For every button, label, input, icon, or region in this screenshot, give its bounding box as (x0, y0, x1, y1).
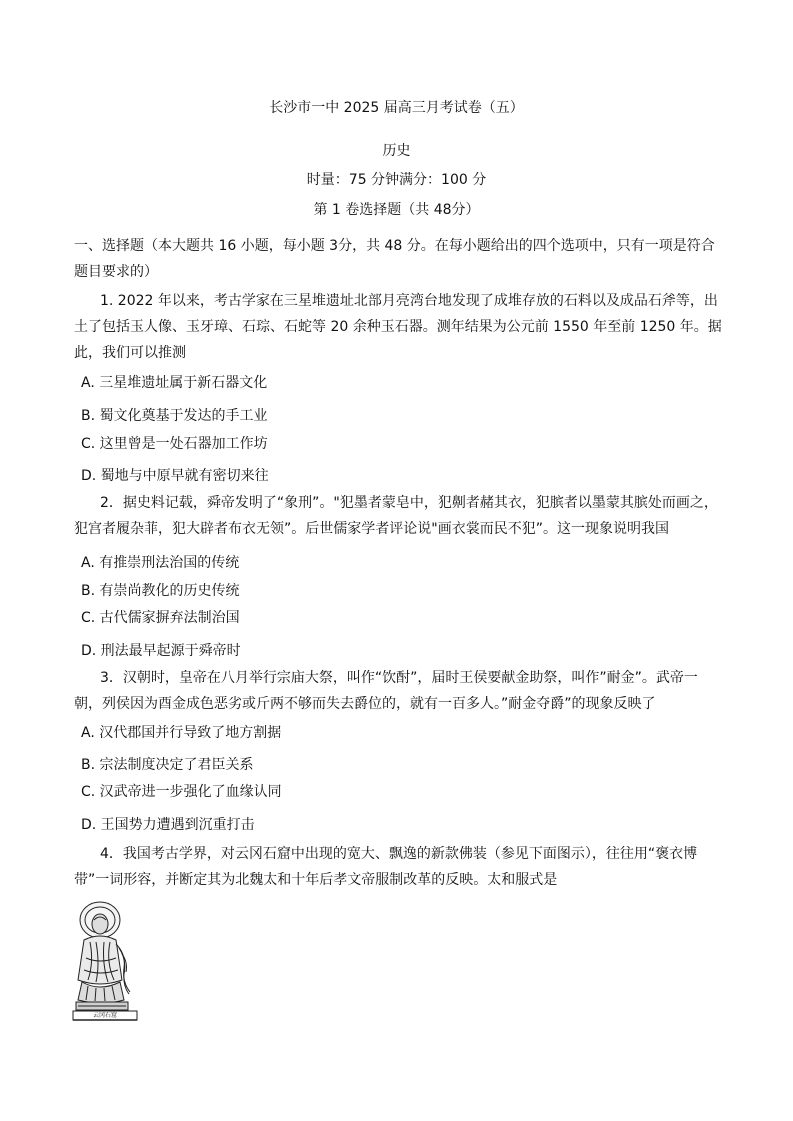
subject-title: 历史 (382, 143, 411, 159)
question-4-stem: 4．我国考古学界，对云冈石窟中出现的宽大、飘逸的新款佛装（参见下面图示），往往用“褒衣博带”一词形容，并断定其为北魏太和十年后孝文帝服制改革的反映。太和服式是 (74, 846, 698, 888)
part-heading: 第 1 卷选择题（共 48分） (313, 202, 480, 218)
question-1-option-a[interactable]: A. 三星堆遗址属于新石器文化 (81, 375, 268, 391)
question-3-option-d[interactable]: D. 王国势力遭遇到沉重打击 (81, 817, 255, 833)
buddha-statue-figure (70, 898, 140, 1022)
question-1-option-b[interactable]: B. 蜀文化奠基于发达的手工业 (81, 408, 268, 424)
question-2-stem: 2．据史料记载，舜帝发明了“象刑”。"犯墨者蒙皂中，犯劓者赭其衣，犯膑者以墨蒙其膑处而画之，犯宫者履杂菲，犯大辟者布衣无领”。后世儒家学者评论说"画衣裳而民不犯”。这一现象说明我国 (74, 495, 718, 537)
question-2-option-b[interactable]: B. 有崇尚教化的历史传统 (81, 583, 240, 599)
figure-caption: 云冈石窟 (92, 1012, 117, 1019)
question-3-stem: 3．汉朝时，皇帝在八月举行宗庙大祭，叫作“饮酎”，届时王侯要献金助祭，叫作”耐金”。武帝一朝，列侯因为酉金成色恶劣或斤两不够而失去爵位的，就有一百多人。”耐金夺爵”的现象反映了 (74, 670, 698, 712)
question-1-option-c[interactable]: C. 这里曾是一处石器加工作坊 (81, 436, 268, 452)
exam-title: 长沙市一中 2025 届高三月考试卷（五） (269, 100, 524, 116)
question-3-option-a[interactable]: A. 汉代郡国并行导致了地方割据 (81, 725, 282, 741)
question-3-option-c[interactable]: C. 汉武帝进一步强化了血缘认同 (81, 784, 282, 800)
question-2-option-a[interactable]: A. 有推崇刑法治国的传统 (81, 555, 240, 571)
question-1-option-d[interactable]: D. 蜀地与中原早就有密切来往 (81, 468, 269, 484)
buddha-statue-icon (70, 898, 140, 1022)
question-1-stem: 1. 2022 年以来，考古学家在三星堆遗址北部月亮湾台地发现了成堆存放的石料以及成品石斧等，出土了包括玉人像、玉牙璋、石琮、石蛇等 20 余种玉石器。测年结果为公元前 1550 年至前 1250 年。据此，我们可以推测 (74, 293, 722, 361)
question-2-option-c[interactable]: C. 古代儒家摒弃法制治国 (81, 610, 240, 626)
question-2-option-d[interactable]: D. 刑法最早起源于舜帝时 (81, 643, 241, 659)
section-instruction: 一、选择题（本大题共 16 小题，每小题 3分，共 48 分。在每小题给出的四个选项中，只有一项是符合题目要求的） (74, 238, 715, 280)
time-score-info: 时量：75 分钟满分：100 分 (306, 172, 487, 188)
question-3-option-b[interactable]: B. 宗法制度决定了君臣关系 (81, 757, 254, 773)
